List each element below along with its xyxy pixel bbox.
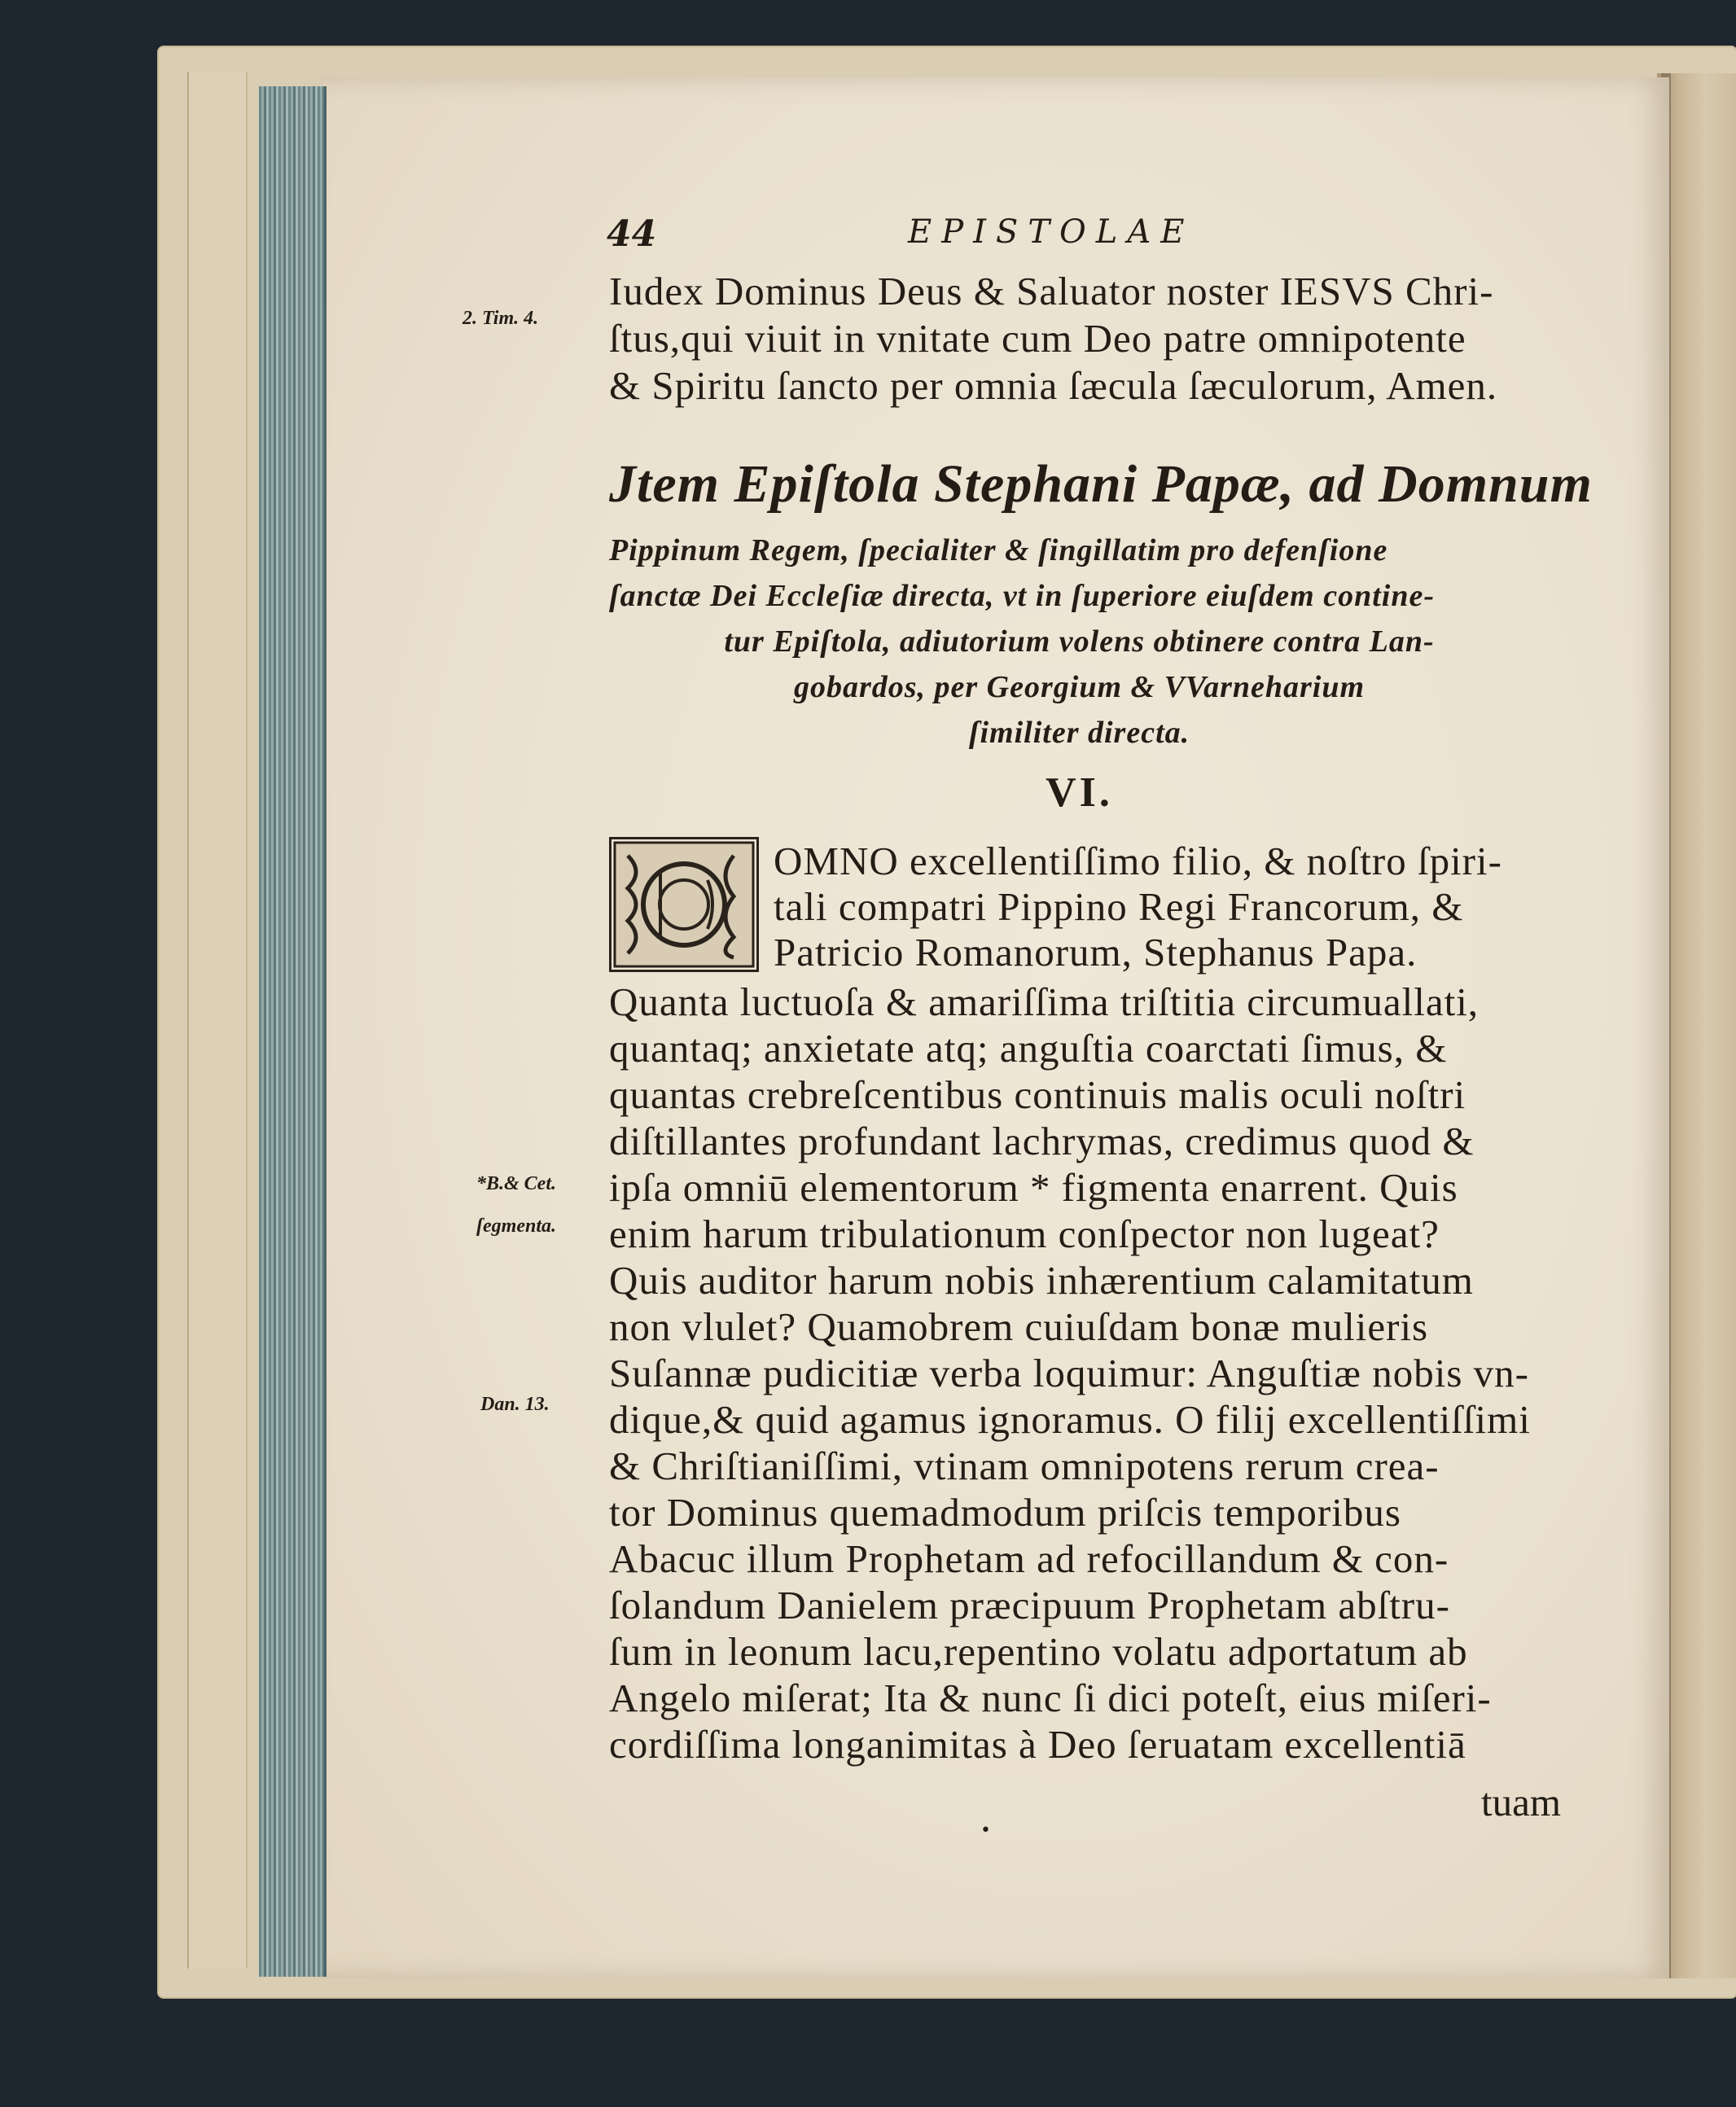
page-block-edges	[259, 86, 327, 1977]
opening-line: Iudex Dominus Deus & Saluator noster IESVS Chri-	[609, 269, 1494, 313]
running-head: EPISTOLAE	[908, 213, 1195, 251]
body-line: Suſannæ pudicitiæ verba loquimur: Anguſtiæ nobis vn-	[609, 1351, 1529, 1395]
opening-line: ſtus,qui viuit in vnitate cum Deo patre omnipotente	[609, 316, 1466, 361]
salutation-line: OMNO excellentiſſimo filio, & noſtro ſpiri-	[774, 839, 1502, 883]
margin-note-timothy: 2. Tim. 4.	[462, 308, 539, 329]
decorated-initial	[609, 837, 759, 972]
body-line: tor Dominus quemadmodum priſcis temporibus	[609, 1490, 1401, 1535]
ornament-dot: •	[980, 1820, 991, 1841]
body-line: ipſa omniū elementorum * figmenta enarrent. Quis	[609, 1165, 1458, 1210]
margin-note-variant: *B.& Cet.	[476, 1173, 557, 1194]
body-line: quantaq; anxietate atq; anguſtia coarctati ſimus, &	[609, 1026, 1448, 1071]
body-line: diſtillantes profundant lachrymas, credimus quod &	[609, 1119, 1475, 1163]
body-line: Angelo miſerat; Ita & nunc ſi dici poteſt, eius miſeri-	[609, 1676, 1492, 1720]
salutation-line: Patricio Romanorum, Stephanus Papa.	[774, 930, 1418, 975]
heading-line: gobardos, per Georgium & VVarneharium	[793, 670, 1366, 704]
initial-ornament-icon	[612, 839, 756, 970]
body-line: cordiſſima longanimitas à Deo ſeruatam excellentiā	[609, 1722, 1466, 1767]
body-line: ſum in leonum lacu,repentino volatu adportatum ab	[609, 1629, 1468, 1674]
body-line: & Chriſtianiſſimi, vtinam omnipotens rerum crea-	[609, 1443, 1440, 1488]
body-line: dique,& quid agamus ignoramus. O filij excellentiſſimi	[609, 1397, 1531, 1442]
body-line: ſolandum Danielem præcipuum Prophetam abſtru-	[609, 1583, 1450, 1627]
heading-line: Pippinum Regem, ſpecialiter & ſingillatim pro defenſione	[609, 533, 1388, 567]
cover-edge	[187, 72, 248, 1969]
heading-line: ſimiliter directa.	[968, 716, 1190, 750]
catchword: tuam	[1481, 1780, 1561, 1824]
body-line: quantas crebreſcentibus continuis malis oculi noſtri	[609, 1072, 1466, 1117]
body-line: non vlulet? Quamobrem cuiuſdam bonæ mulieris	[609, 1304, 1429, 1349]
page-number: 44	[607, 213, 657, 255]
body-line: enim harum tribulationum conſpector non lugeat?	[609, 1211, 1440, 1256]
body-line: Abacuc illum Prophetam ad refocillandum & con-	[609, 1536, 1449, 1581]
letter-numeral: VI.	[1046, 769, 1113, 816]
body-line: Quanta luctuoſa & amariſſima triſtitia circumuallati,	[609, 979, 1480, 1024]
margin-note-daniel: Dan. 13.	[480, 1394, 550, 1415]
heading-line: ſanctæ Dei Eccleſiæ directa, vt in ſuperiore eiuſdem contine-	[609, 579, 1435, 613]
heading-title: Jtem Epiſtola Stephani Papæ, ad Domnum	[609, 454, 1593, 514]
body-line: Quis auditor harum nobis inhærentium calamitatum	[609, 1258, 1474, 1303]
heading-line: tur Epiſtola, adiutorium volens obtinere contra Lan-	[724, 624, 1435, 659]
salutation-line: tali compatri Pippino Regi Francorum, &	[774, 884, 1464, 929]
margin-note-variant-reading: ſegmenta.	[476, 1216, 556, 1237]
opening-line: & Spiritu ſancto per omnia ſæcula ſæculorum, Amen.	[609, 363, 1498, 408]
